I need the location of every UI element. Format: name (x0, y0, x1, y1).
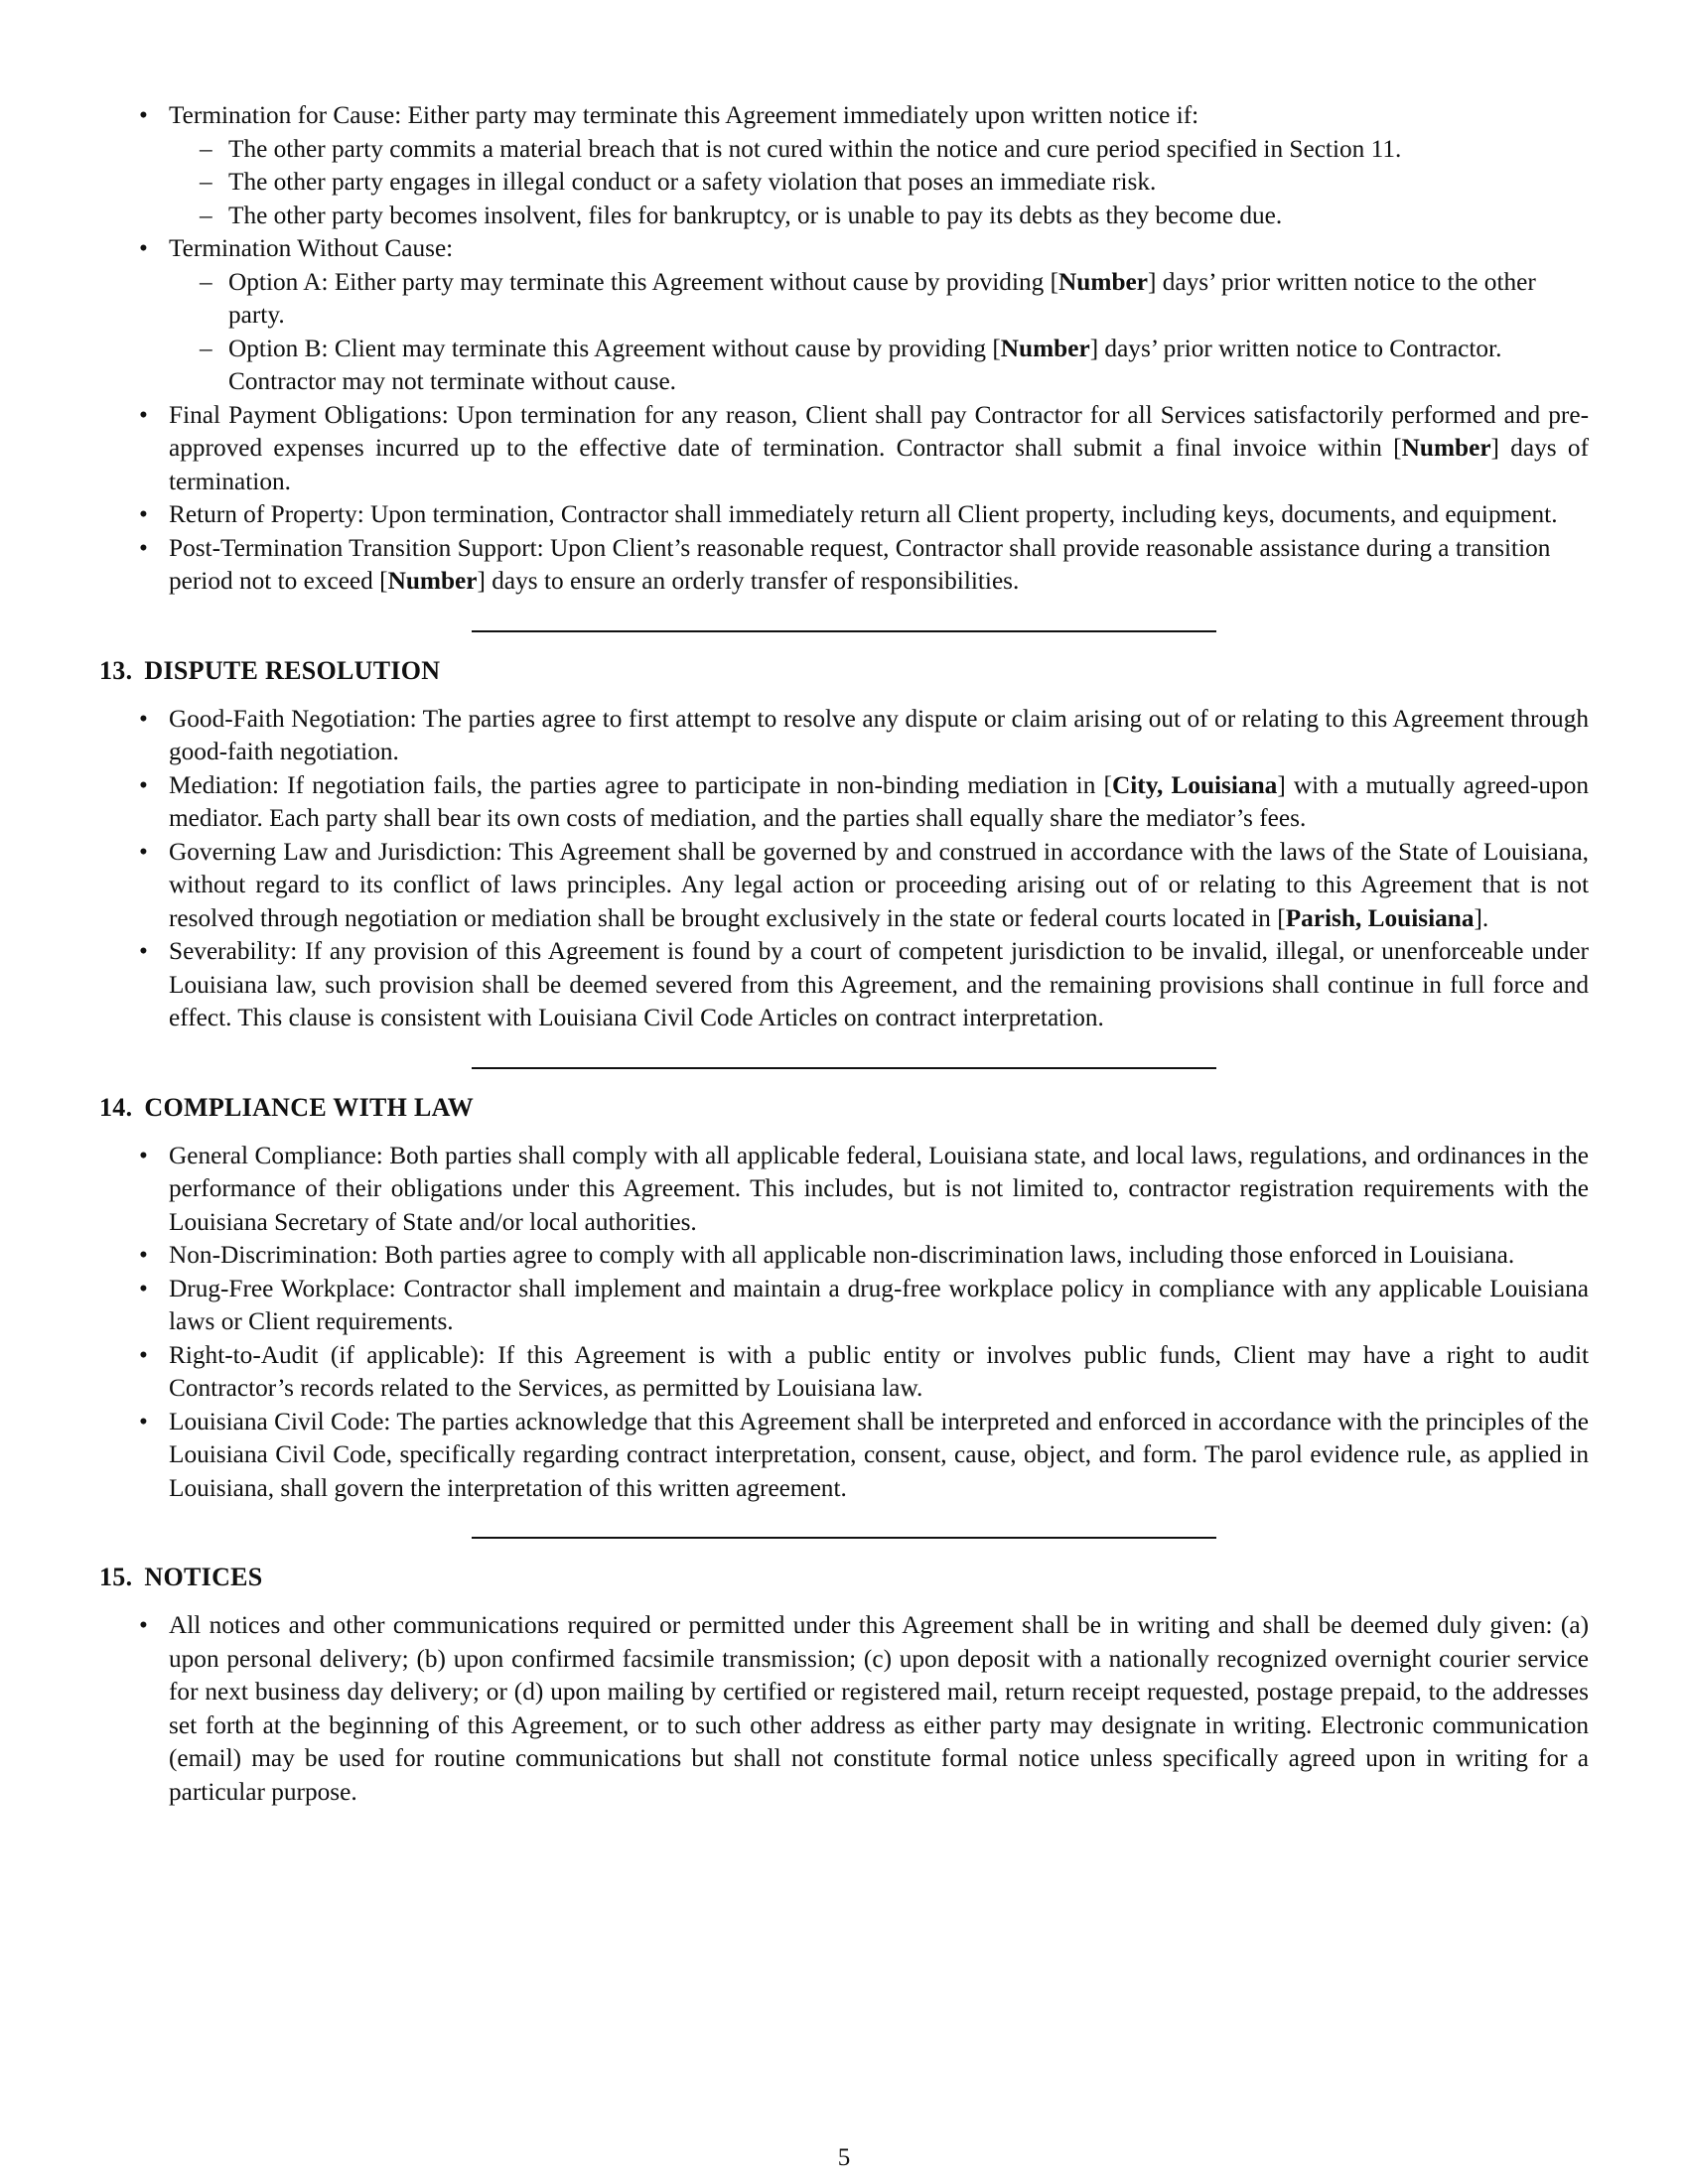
list-item-final-payment (99, 399, 1589, 499)
list-item-non-discrimination: • Non-Discrimination: Both parties agree to comply with all applicable non-discrimination laws, including those enforced in Louisiana. (99, 1239, 1589, 1273)
section-heading-15 (99, 1561, 1589, 1594)
list-item-right-to-audit: • Right-to-Audit (if applicable): If this Agreement is with a public entity or involves public funds, Client may have a right to audit Contractor’s records related to the Services, as permitted by Louisiana law. (99, 1339, 1589, 1406)
sublist-item: – The other party commits a material breach that is not cured within the notice and cure period specified in Section 11. (99, 133, 1589, 167)
list-item-notices: • All notices and other communications required or permitted under this Agreement shall be in writing and shall be deemed duly given: (a) upon personal delivery; (b) upon confirmed facsimile transmission; (c) upon deposit with a nationally recognized overnight courier service for next business day delivery; or (d) upon mailing by certified or registered mail, return receipt requested, postage prepaid, to the addresses set forth at the beginning of this Agreement, or to such other address as either party may designate in writing. Electronic communication (email) may be used for routine communications but shall not constitute formal notice unless specifically agreed upon in writing for a particular purpose. (99, 1609, 1589, 1809)
list-item-mediation (99, 769, 1589, 836)
option-b-text-end: ] days’ prior written notice to Contractor. Contractor may not terminate without cause. (228, 334, 1502, 395)
list-item-transition-support (99, 532, 1589, 599)
termination-list (99, 99, 1589, 599)
section-divider (472, 1537, 1216, 1539)
governing-law-text-end: ]. (1474, 903, 1489, 932)
option-a-text: Option A: Either party may terminate this Agreement without cause by providing [ (228, 267, 1059, 296)
termination-options-sublist (169, 266, 1589, 399)
transition-text: Post-Termination Transition Support: Upon Client’s reasonable request, Contractor shall provide reasonable assistance during a transition period not to exceed [ (169, 533, 1551, 595)
list-item-drug-free: • Drug-Free Workplace: Contractor shall implement and maintain a drug-free workplace policy in compliance with any applicable Louisiana laws or Client requirements. (99, 1273, 1589, 1339)
placeholder-number: Number (387, 567, 478, 595)
placeholder-parish: Parish, Louisiana (1285, 903, 1475, 932)
option-a-text-end: ] days’ prior written notice to the other party. (228, 267, 1536, 329)
final-payment-text-end: ] days of termination. (169, 434, 1589, 495)
compliance-list (99, 1140, 1589, 1506)
dispute-resolution-list (99, 703, 1589, 1035)
governing-law-text: Governing Law and Jurisdiction: This Agreement shall be governed by and construed in accordance with the laws of the State of Louisiana, without regard to its conflict of laws principles. Any legal action or proceeding arising out of or relating to this Agreement that is not resolved through negotiation or mediation shall be brought exclusively in the state or federal courts located in [ (169, 837, 1589, 932)
list-item-civil-code: • Louisiana Civil Code: The parties acknowledge that this Agreement shall be interpreted and enforced in accordance with the principles of the Louisiana Civil Code, specifically regarding contract interpretation, consent, cause, object, and form. The parol evidence rule, as applied in Louisiana, shall govern the interpretation of this written agreement. (99, 1406, 1589, 1506)
sublist-item: – The other party becomes insolvent, files for bankruptcy, or is unable to pay its debts as they become due. (99, 200, 1589, 233)
section-number: 14. (99, 1092, 133, 1122)
notices-list (99, 1609, 1589, 1809)
termination-cause-sublist (169, 133, 1589, 233)
section-title: COMPLIANCE WITH LAW (144, 1092, 475, 1122)
list-item-negotiation: • Good-Faith Negotiation: The parties agree to first attempt to resolve any dispute or claim arising out of or relating to this Agreement through good-faith negotiation. (99, 703, 1589, 769)
section-divider (472, 630, 1216, 632)
list-item-termination-cause (99, 99, 1589, 232)
option-b-text: Option B: Client may terminate this Agreement without cause by providing [ (228, 334, 1001, 362)
sublist-item-option-b (99, 333, 1589, 399)
sublist-item-option-a (99, 266, 1589, 333)
list-item-general-compliance: • General Compliance: Both parties shall comply with all applicable federal, Louisiana state, and local laws, regulations, and ordinances in the performance of their obligations under this Agreement. This includes, but is not limited to, contractor registration requirements with the Louisiana Secretary of State and/or local authorities. (99, 1140, 1589, 1240)
section-number: 13. (99, 655, 133, 685)
final-payment-text: Final Payment Obligations: Upon termination for any reason, Client shall pay Contractor for all Services satisfactorily performed and pre-approved expenses incurred up to the effective date of termination. Contractor shall submit a final invoice within [ (169, 400, 1589, 462)
placeholder-city: City, Louisiana (1111, 770, 1278, 799)
section-heading-14 (99, 1091, 1589, 1125)
list-item-severability: • Severability: If any provision of this Agreement is found by a court of competent jurisdiction to be invalid, illegal, or unenforceable under Louisiana law, such provision shall be deemed severed from this Agreement, and the remaining provisions shall continue in full force and effect. This clause is consistent with Louisiana Civil Code Articles on contract interpretation. (99, 935, 1589, 1035)
document-page (99, 99, 1589, 1809)
list-item-termination-without-cause (99, 232, 1589, 399)
sublist-item: – The other party engages in illegal conduct or a safety violation that poses an immediate risk. (99, 166, 1589, 200)
page-number: 5 (837, 2144, 851, 2171)
section-number: 15. (99, 1563, 133, 1591)
section-heading-13 (99, 654, 1589, 688)
mediation-text: Mediation: If negotiation fails, the parties agree to participate in non-binding mediation in [ (169, 770, 1112, 799)
section-title: DISPUTE RESOLUTION (144, 655, 441, 685)
placeholder-number: Number (1401, 434, 1491, 462)
list-item-return-property: • Return of Property: Upon termination, Contractor shall immediately return all Client property, including keys, documents, and equipment. (99, 498, 1589, 532)
placeholder-number: Number (1058, 267, 1148, 296)
section-title: NOTICES (144, 1563, 263, 1591)
termination-without-cause-text: Termination Without Cause: (169, 234, 454, 262)
transition-text-end: ] days to ensure an orderly transfer of responsibilities. (477, 567, 1020, 595)
section-divider (472, 1067, 1216, 1069)
termination-cause-text: Termination for Cause: Either party may terminate this Agreement immediately upon written notice if: (169, 101, 1199, 129)
placeholder-number: Number (1000, 334, 1090, 362)
mediation-text-end: ] with a mutually agreed-upon mediator. Each party shall bear its own costs of mediation, and the parties shall equally share the mediator’s fees. (169, 770, 1590, 832)
list-item-governing-law (99, 836, 1589, 936)
